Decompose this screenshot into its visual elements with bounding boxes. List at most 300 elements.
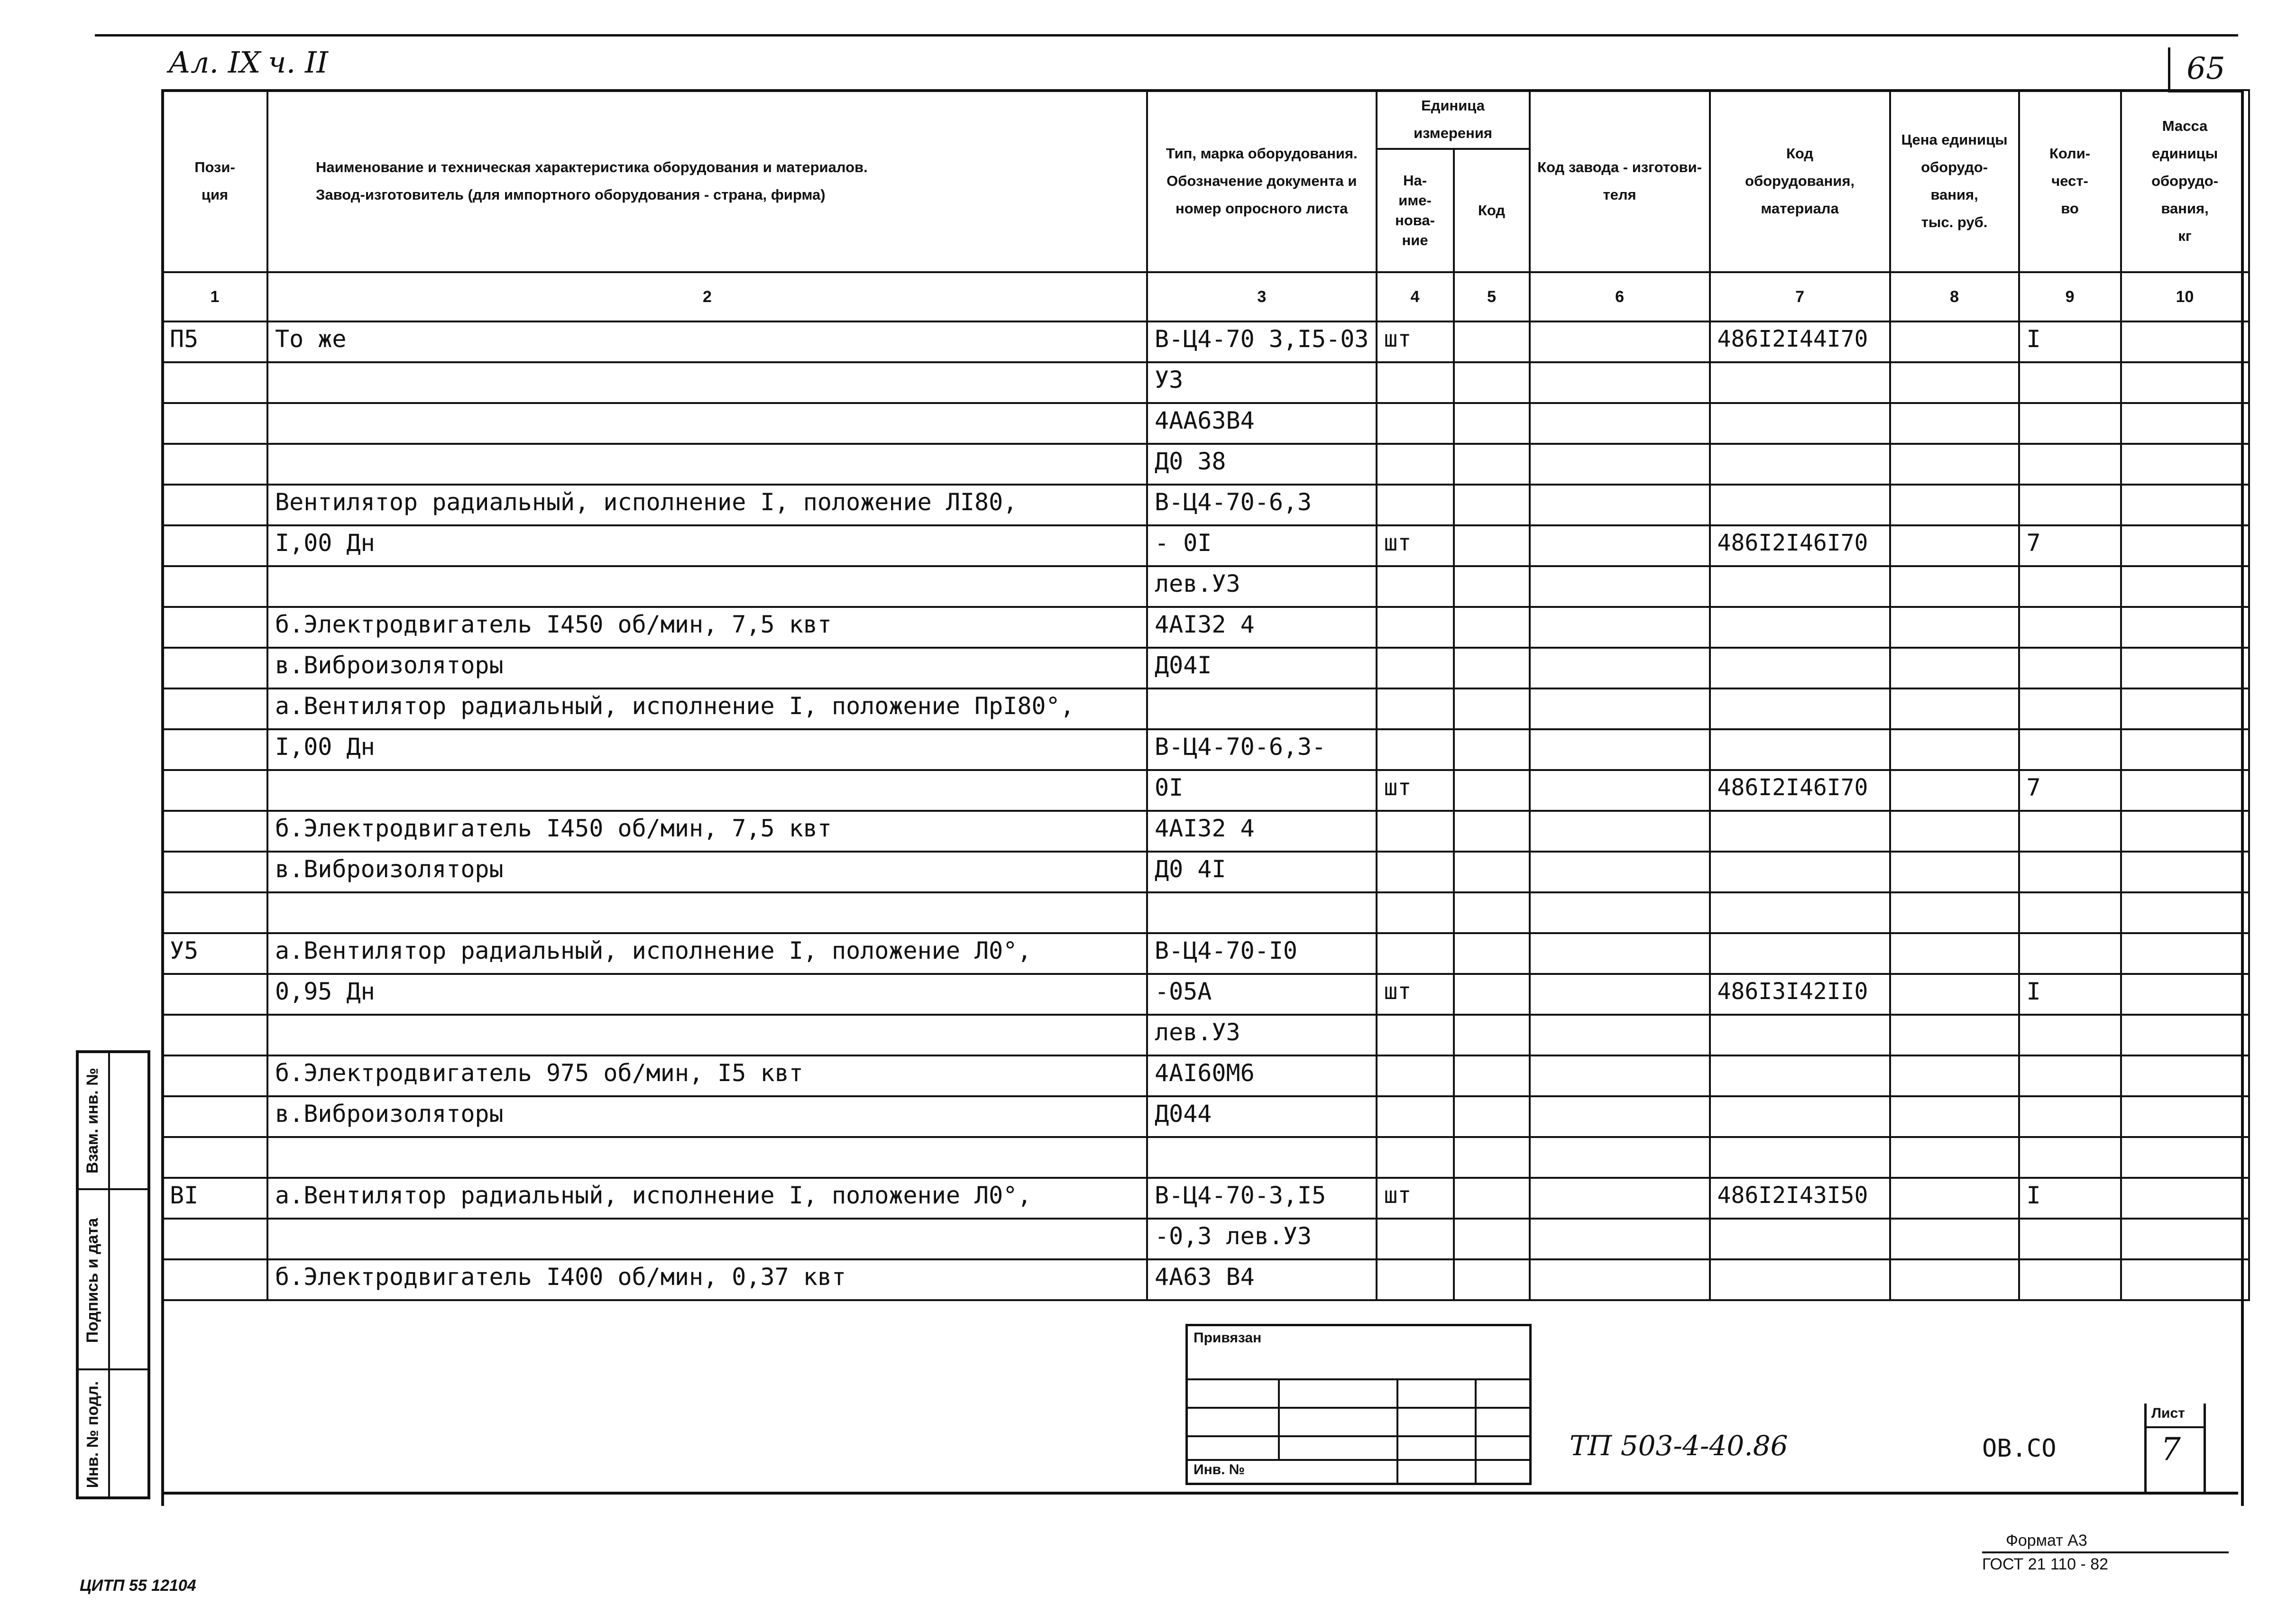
cell-mass: [2121, 403, 2249, 444]
cell-name: б.Электродвигатель I450 об/мин, 7,5 квт: [267, 811, 1147, 852]
col-num-10: 10: [2121, 272, 2249, 321]
cell-unit-name: шт: [1377, 321, 1454, 362]
cell-position: [162, 852, 267, 892]
cell-quantity: 7: [2019, 770, 2121, 811]
table-row: [162, 892, 2249, 933]
col-header-equipment-code: Код оборудования, материала: [1710, 90, 1890, 272]
cell-maker-code: [1530, 321, 1710, 362]
table-row: [162, 770, 2249, 811]
cell-equipment-code: [1710, 811, 1890, 852]
approval-line: [1188, 1378, 1529, 1380]
cell-equipment-code: 486I2I44I70: [1710, 321, 1890, 362]
col-num-4: 4: [1377, 272, 1454, 321]
cell-maker-code: [1530, 770, 1710, 811]
cell-unit-code: [1454, 729, 1530, 770]
cell-quantity: I: [2019, 321, 2121, 362]
cell-unit-code: [1454, 648, 1530, 688]
cell-equipment-code: [1710, 444, 1890, 485]
cell-mass: [2121, 444, 2249, 485]
cell-equipment-code: [1710, 1055, 1890, 1096]
cell-equipment-code: [1710, 729, 1890, 770]
specification-table: [161, 89, 2250, 1301]
cell-position: У5: [162, 933, 267, 974]
frame-bottom: [161, 1492, 2238, 1495]
print-code: ЦИТП 55 12104: [80, 1577, 196, 1595]
cell-equipment-code: 486I2I46I70: [1710, 525, 1890, 566]
cell-unit-name: [1377, 566, 1454, 607]
cell-type: -0,3 лев.УЗ: [1147, 1219, 1377, 1259]
cell-type: - 0I: [1147, 525, 1377, 566]
cell-type: [1147, 688, 1377, 729]
cell-equipment-code: [1710, 892, 1890, 933]
col-header-unit: Единица измерения: [1377, 90, 1530, 149]
col-num-6: 6: [1530, 272, 1710, 321]
cell-quantity: [2019, 852, 2121, 892]
cell-equipment-code: [1710, 852, 1890, 892]
cell-equipment-code: [1710, 933, 1890, 974]
cell-quantity: [2019, 444, 2121, 485]
cell-type: В-Ц4-70-6,3: [1147, 485, 1377, 525]
cell-maker-code: [1530, 1015, 1710, 1055]
cell-mass: [2121, 892, 2249, 933]
cell-maker-code: [1530, 485, 1710, 525]
cell-equipment-code: [1710, 362, 1890, 403]
cell-price: [1890, 688, 2019, 729]
album-number: Ал. IX: [168, 45, 261, 80]
approval-title: Привязан: [1194, 1330, 1262, 1346]
cell-position: [162, 729, 267, 770]
cell-equipment-code: [1710, 1259, 1890, 1300]
approval-vline: [1475, 1378, 1477, 1483]
cell-position: [162, 1055, 267, 1096]
cell-price: [1890, 403, 2019, 444]
table-row: [162, 1219, 2249, 1259]
cell-name: [267, 403, 1147, 444]
cell-position: [162, 688, 267, 729]
cell-unit-name: [1377, 1096, 1454, 1137]
table-row: [162, 1015, 2249, 1055]
cell-maker-code: [1530, 852, 1710, 892]
cell-maker-code: [1530, 974, 1710, 1015]
cell-unit-name: [1377, 933, 1454, 974]
cell-unit-name: [1377, 1137, 1454, 1178]
section-code: ОВ.СО: [1982, 1434, 2057, 1463]
cell-unit-name: [1377, 648, 1454, 688]
side-stamp: [76, 1050, 150, 1499]
cell-unit-name: [1377, 444, 1454, 485]
cell-maker-code: [1530, 1178, 1710, 1219]
cell-quantity: I: [2019, 1178, 2121, 1219]
cell-unit-code: [1454, 1219, 1530, 1259]
cell-quantity: [2019, 1015, 2121, 1055]
side-cell-original-inv: [79, 1368, 147, 1498]
cell-maker-code: [1530, 1137, 1710, 1178]
cell-price: [1890, 974, 2019, 1015]
page-number: 65: [2186, 51, 2225, 86]
cell-maker-code: [1530, 688, 1710, 729]
cell-quantity: [2019, 688, 2121, 729]
col-header-price: Цена единицы оборудо- вания, тыс. руб.: [1890, 90, 2019, 272]
cell-price: [1890, 444, 2019, 485]
cell-mass: [2121, 321, 2249, 362]
cell-unit-code: [1454, 362, 1530, 403]
cell-name: [267, 892, 1147, 933]
side-label-original-inv: Инв. № подл.: [83, 1381, 102, 1488]
cell-unit-name: [1377, 729, 1454, 770]
table-row: [162, 933, 2249, 974]
cell-name: I,00 Дн: [267, 525, 1147, 566]
cell-mass: [2121, 1096, 2249, 1137]
cell-unit-code: [1454, 485, 1530, 525]
cell-equipment-code: 486I2I43I50: [1710, 1178, 1890, 1219]
cell-mass: [2121, 770, 2249, 811]
cell-maker-code: [1530, 362, 1710, 403]
col-num-2: 2: [267, 272, 1147, 321]
cell-unit-code: [1454, 525, 1530, 566]
side-cell-signature: [79, 1188, 147, 1370]
cell-unit-name: [1377, 1055, 1454, 1096]
cell-quantity: [2019, 566, 2121, 607]
cell-unit-code: [1454, 1096, 1530, 1137]
table-row: [162, 974, 2249, 1015]
cell-type: лев.УЗ: [1147, 566, 1377, 607]
cell-maker-code: [1530, 1055, 1710, 1096]
cell-quantity: [2019, 648, 2121, 688]
cell-mass: [2121, 933, 2249, 974]
col-header-position: Пози- ция: [162, 90, 267, 272]
cell-price: [1890, 607, 2019, 648]
table-row: [162, 852, 2249, 892]
cell-name: б.Электродвигатель 975 об/мин, I5 квт: [267, 1055, 1147, 1096]
cell-position: [162, 403, 267, 444]
cell-price: [1890, 1015, 2019, 1055]
cell-unit-name: шт: [1377, 525, 1454, 566]
cell-equipment-code: [1710, 1096, 1890, 1137]
cell-position: [162, 1259, 267, 1300]
cell-price: [1890, 485, 2019, 525]
cell-unit-name: [1377, 485, 1454, 525]
cell-position: [162, 607, 267, 648]
cell-position: [162, 974, 267, 1015]
table-row: [162, 403, 2249, 444]
cell-unit-code: [1454, 852, 1530, 892]
table-row: [162, 729, 2249, 770]
table-row: [162, 444, 2249, 485]
cell-equipment-code: [1710, 566, 1890, 607]
cell-price: [1890, 770, 2019, 811]
cell-equipment-code: 486I2I46I70: [1710, 770, 1890, 811]
cell-equipment-code: [1710, 1219, 1890, 1259]
cell-type: [1147, 1137, 1377, 1178]
header-row: [162, 90, 2249, 149]
approval-vline: [1396, 1378, 1398, 1483]
cell-unit-code: [1454, 892, 1530, 933]
cell-unit-name: [1377, 607, 1454, 648]
col-num-9: 9: [2019, 272, 2121, 321]
sheet-number: 7: [2161, 1431, 2181, 1468]
cell-quantity: [2019, 811, 2121, 852]
cell-position: [162, 811, 267, 852]
cell-quantity: [2019, 1219, 2121, 1259]
cell-equipment-code: [1710, 1137, 1890, 1178]
cell-equipment-code: [1710, 485, 1890, 525]
side-cell-replace: [79, 1053, 147, 1188]
cell-quantity: [2019, 892, 2121, 933]
cell-type: В-Ц4-70-6,3-: [1147, 729, 1377, 770]
cell-price: [1890, 362, 2019, 403]
cell-mass: [2121, 1178, 2249, 1219]
table-body: [162, 321, 2249, 1300]
cell-price: [1890, 321, 2019, 362]
cell-type: Д0 38: [1147, 444, 1377, 485]
table-row: [162, 321, 2249, 362]
cell-unit-name: [1377, 688, 1454, 729]
cell-equipment-code: [1710, 1015, 1890, 1055]
cell-quantity: I: [2019, 974, 2121, 1015]
cell-equipment-code: 486I3I42II0: [1710, 974, 1890, 1015]
side-stamp-divider: [108, 1053, 110, 1496]
cell-mass: [2121, 1055, 2249, 1096]
cell-unit-code: [1454, 403, 1530, 444]
cell-price: [1890, 566, 2019, 607]
cell-mass: [2121, 1015, 2249, 1055]
cell-unit-name: [1377, 1259, 1454, 1300]
cell-name: в.Виброизоляторы: [267, 648, 1147, 688]
cell-mass: [2121, 485, 2249, 525]
approval-vline: [1278, 1378, 1280, 1459]
cell-unit-name: [1377, 1015, 1454, 1055]
approval-line: [1188, 1407, 1529, 1409]
cell-name: а.Вентилятор радиальный, исполнение I, положение ПрI80°,: [267, 688, 1147, 729]
cell-mass: [2121, 566, 2249, 607]
cell-quantity: [2019, 1055, 2121, 1096]
cell-unit-code: [1454, 321, 1530, 362]
cell-mass: [2121, 525, 2249, 566]
cell-price: [1890, 1096, 2019, 1137]
cell-maker-code: [1530, 566, 1710, 607]
cell-unit-name: шт: [1377, 770, 1454, 811]
cell-name: а.Вентилятор радиальный, исполнение I, положение Л0°,: [267, 933, 1147, 974]
cell-maker-code: [1530, 892, 1710, 933]
cell-name: Вентилятор радиальный, исполнение I, положение ЛI80,: [267, 485, 1147, 525]
cell-position: [162, 1137, 267, 1178]
cell-unit-code: [1454, 1137, 1530, 1178]
cell-unit-name: шт: [1377, 974, 1454, 1015]
cell-quantity: [2019, 729, 2121, 770]
table-row: [162, 1055, 2249, 1096]
cell-mass: [2121, 811, 2249, 852]
cell-type: В-Ц4-70-3,I5: [1147, 1178, 1377, 1219]
sheet-box: [2144, 1404, 2206, 1492]
cell-type: В-Ц4-70 3,I5-03: [1147, 321, 1377, 362]
top-rule: [95, 34, 2238, 37]
cell-type: В-Ц4-70-I0: [1147, 933, 1377, 974]
cell-mass: [2121, 852, 2249, 892]
cell-type: лев.УЗ: [1147, 1015, 1377, 1055]
cell-position: [162, 566, 267, 607]
cell-maker-code: [1530, 444, 1710, 485]
cell-unit-name: [1377, 892, 1454, 933]
cell-unit-code: [1454, 933, 1530, 974]
cell-position: ВI: [162, 1178, 267, 1219]
cell-type: Д04I: [1147, 648, 1377, 688]
cell-unit-code: [1454, 1055, 1530, 1096]
cell-unit-code: [1454, 688, 1530, 729]
table-row: [162, 1259, 2249, 1300]
table-row: [162, 648, 2249, 688]
cell-unit-name: [1377, 852, 1454, 892]
part-number: ч. II: [268, 45, 328, 80]
cell-price: [1890, 525, 2019, 566]
cell-type: Д0 4I: [1147, 852, 1377, 892]
cell-price: [1890, 648, 2019, 688]
cell-maker-code: [1530, 1219, 1710, 1259]
table-row: [162, 1178, 2249, 1219]
cell-price: [1890, 1259, 2019, 1300]
cell-quantity: 7: [2019, 525, 2121, 566]
cell-mass: [2121, 607, 2249, 648]
sheet-label: Лист: [2151, 1405, 2185, 1421]
cell-type: 4АI32 4: [1147, 811, 1377, 852]
cell-quantity: [2019, 1096, 2121, 1137]
table-row: [162, 362, 2249, 403]
cell-price: [1890, 729, 2019, 770]
cell-position: [162, 444, 267, 485]
cell-name: б.Электродвигатель I400 об/мин, 0,37 квт: [267, 1259, 1147, 1300]
cell-position: [162, 1096, 267, 1137]
cell-quantity: [2019, 485, 2121, 525]
cell-mass: [2121, 1137, 2249, 1178]
cell-unit-code: [1454, 1178, 1530, 1219]
table-row: [162, 525, 2249, 566]
cell-equipment-code: [1710, 648, 1890, 688]
side-label-replace-inv: Взам. инв. №: [83, 1067, 102, 1174]
col-num-3: 3: [1147, 272, 1377, 321]
cell-quantity: [2019, 1259, 2121, 1300]
cell-name: в.Виброизоляторы: [267, 852, 1147, 892]
cell-mass: [2121, 362, 2249, 403]
cell-maker-code: [1530, 607, 1710, 648]
cell-price: [1890, 1055, 2019, 1096]
cell-name: [267, 566, 1147, 607]
table-row: [162, 485, 2249, 525]
cell-unit-name: [1377, 811, 1454, 852]
col-header-mass: Масса единицы оборудо- вания, кг: [2121, 90, 2249, 272]
cell-mass: [2121, 729, 2249, 770]
cell-unit-code: [1454, 444, 1530, 485]
approval-inv-label: Инв. №: [1194, 1462, 1245, 1477]
cell-unit-code: [1454, 770, 1530, 811]
cell-type: 4АI60М6: [1147, 1055, 1377, 1096]
column-number-row: [162, 272, 2249, 321]
col-header-unit-name: На- име- нова- ние: [1377, 149, 1454, 272]
cell-type: Д044: [1147, 1096, 1377, 1137]
cell-equipment-code: [1710, 403, 1890, 444]
cell-name: I,00 Дн: [267, 729, 1147, 770]
cell-position: П5: [162, 321, 267, 362]
cell-maker-code: [1530, 933, 1710, 974]
cell-name: [267, 1137, 1147, 1178]
table-row: [162, 607, 2249, 648]
format-label: Формат А3: [2006, 1532, 2087, 1550]
cell-unit-code: [1454, 607, 1530, 648]
cell-position: [162, 892, 267, 933]
cell-type: [1147, 892, 1377, 933]
cell-maker-code: [1530, 1259, 1710, 1300]
cell-position: [162, 1015, 267, 1055]
cell-mass: [2121, 648, 2249, 688]
cell-price: [1890, 1178, 2019, 1219]
cell-name: [267, 362, 1147, 403]
cell-mass: [2121, 1219, 2249, 1259]
cell-position: [162, 770, 267, 811]
cell-unit-code: [1454, 1015, 1530, 1055]
cell-unit-name: шт: [1377, 1178, 1454, 1219]
page-number-box: [2168, 47, 2241, 92]
table-row: [162, 566, 2249, 607]
cell-type: УЗ: [1147, 362, 1377, 403]
sheet-box-divider: [2147, 1426, 2204, 1428]
cell-quantity: [2019, 1137, 2121, 1178]
cell-position: [162, 362, 267, 403]
gost-label: ГОСТ 21 110 - 82: [1982, 1555, 2109, 1573]
cell-maker-code: [1530, 525, 1710, 566]
cell-maker-code: [1530, 811, 1710, 852]
col-header-quantity: Коли- чест- во: [2019, 90, 2121, 272]
footer-rule: [1982, 1551, 2229, 1553]
document-code: ТП 503-4-40.86: [1570, 1430, 1788, 1462]
cell-maker-code: [1530, 729, 1710, 770]
cell-unit-name: [1377, 403, 1454, 444]
col-num-1: 1: [162, 272, 267, 321]
col-num-7: 7: [1710, 272, 1890, 321]
cell-maker-code: [1530, 648, 1710, 688]
cell-quantity: [2019, 403, 2121, 444]
cell-name: [267, 1219, 1147, 1259]
cell-name: То же: [267, 321, 1147, 362]
cell-unit-code: [1454, 1259, 1530, 1300]
col-header-type: Тип, марка оборудования. Обозначение документа и номер опросного листа: [1147, 90, 1377, 272]
cell-unit-name: [1377, 362, 1454, 403]
cell-quantity: [2019, 933, 2121, 974]
cell-type: 4АI32 4: [1147, 607, 1377, 648]
cell-price: [1890, 852, 2019, 892]
cell-name: б.Электродвигатель I450 об/мин, 7,5 квт: [267, 607, 1147, 648]
col-num-5: 5: [1454, 272, 1530, 321]
table-row: [162, 811, 2249, 852]
cell-unit-code: [1454, 811, 1530, 852]
cell-price: [1890, 1137, 2019, 1178]
cell-mass: [2121, 1259, 2249, 1300]
cell-type: 0I: [1147, 770, 1377, 811]
cell-name: в.Виброизоляторы: [267, 1096, 1147, 1137]
col-header-name: Наименование и техническая характеристика оборудования и материалов. Завод-изготовитель (для импортного оборудования - страна, фирма): [267, 90, 1147, 272]
cell-mass: [2121, 974, 2249, 1015]
cell-type: 4А63 В4: [1147, 1259, 1377, 1300]
cell-maker-code: [1530, 403, 1710, 444]
cell-price: [1890, 933, 2019, 974]
cell-name: [267, 1015, 1147, 1055]
table-row: [162, 1137, 2249, 1178]
table-row: [162, 688, 2249, 729]
cell-position: [162, 648, 267, 688]
cell-position: [162, 1219, 267, 1259]
side-label-signature-date: Подпись и дата: [83, 1218, 102, 1343]
cell-price: [1890, 892, 2019, 933]
cell-quantity: [2019, 607, 2121, 648]
cell-unit-name: [1377, 1219, 1454, 1259]
approval-block: [1185, 1324, 1532, 1485]
